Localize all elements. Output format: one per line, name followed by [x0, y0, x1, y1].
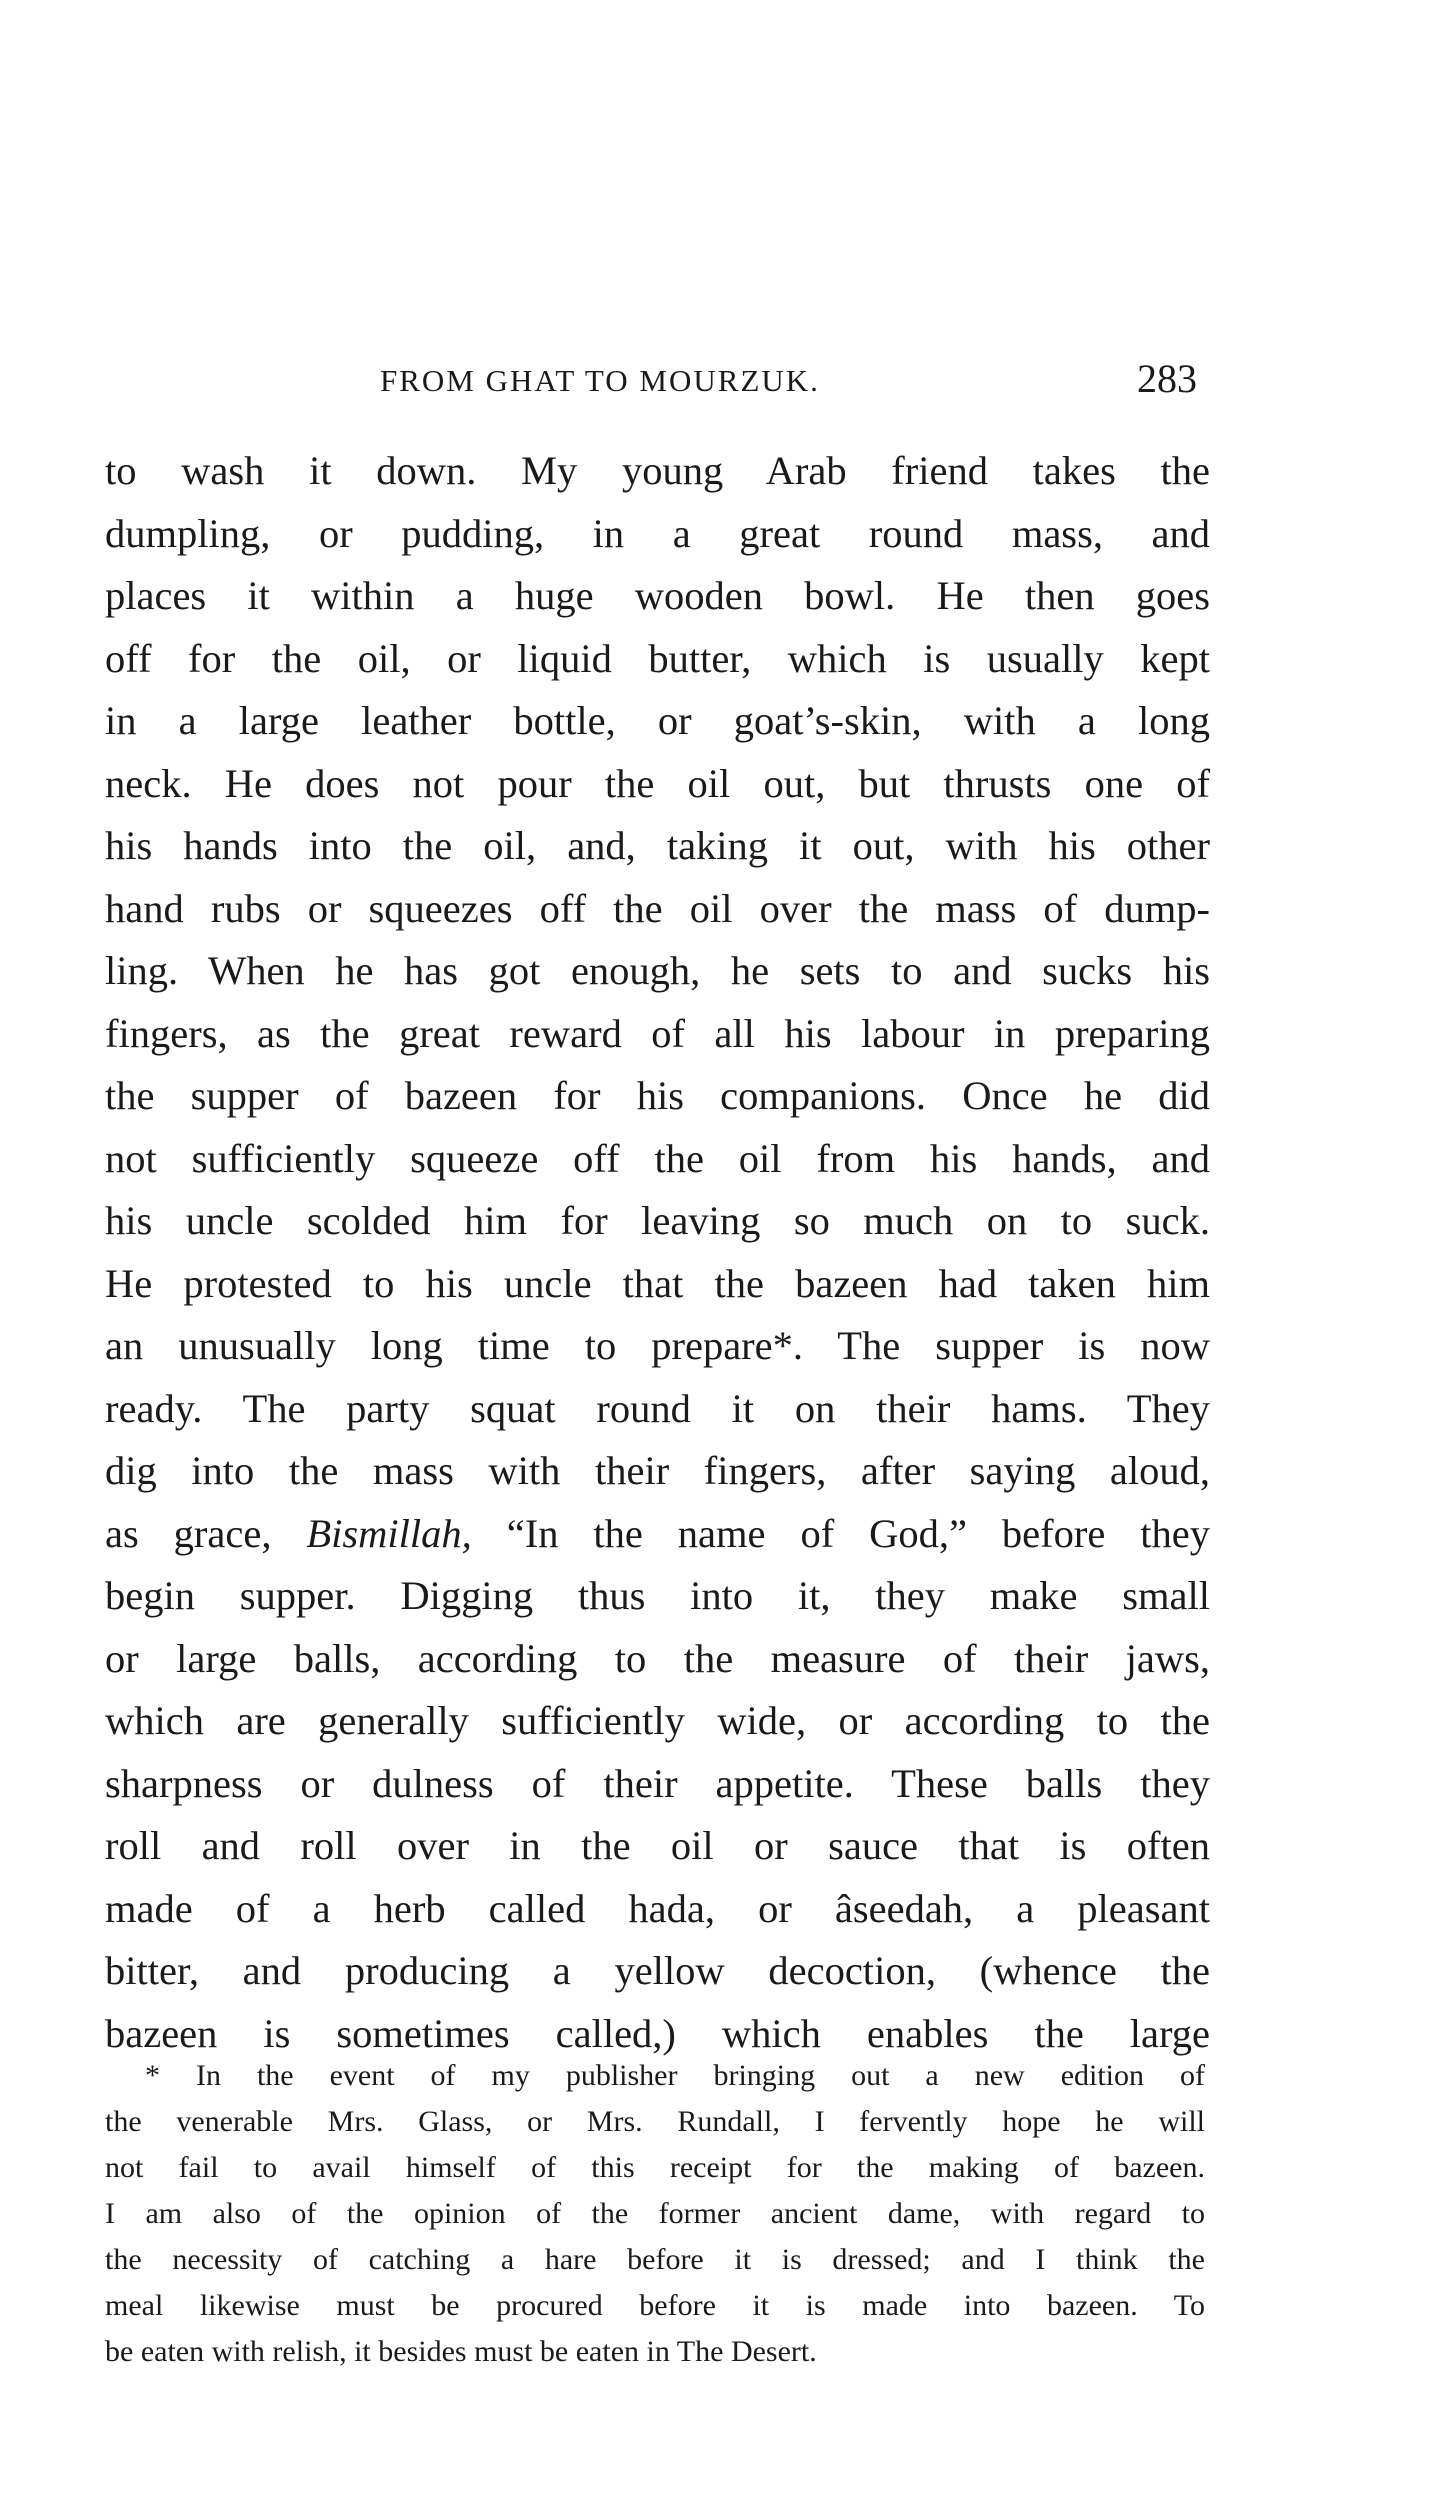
text-line: neck. He does not pour the oil out, but thrusts one of [105, 760, 1210, 806]
footnote-line: I am also of the opinion of the former ancient dame, with regard to [105, 2197, 1205, 2230]
text-line: roll and roll over in the oil or sauce that is often [105, 1823, 1210, 1868]
footnote-line: the venerable Mrs. Glass, or Mrs. Rundall, I fervently hope he will [105, 2105, 1205, 2138]
text-line: hand rubs or squeezes off the oil over the mass of dump- [105, 885, 1210, 931]
footnote-line: * In the event of my publisher bringing out a new edition of [145, 2059, 1205, 2092]
page-number: 283 [1137, 356, 1197, 401]
text-line: ready. The party squat round it on their hams. They [105, 1385, 1210, 1431]
text-line: dig into the mass with their fingers, after saying aloud, [105, 1448, 1210, 1493]
text-line: off for the oil, or liquid butter, which is usually kept [105, 635, 1210, 681]
text-line: to wash it down. My young Arab friend takes the [105, 448, 1210, 493]
page-header [100, 355, 1205, 415]
text-segment: “In the name of God,” before they [471, 1510, 1210, 1556]
text-line: an unusually long time to prepare*. The supper is now [105, 1323, 1210, 1368]
text-line: which are generally sufficiently wide, or according to the [105, 1698, 1210, 1743]
footnote-line: be eaten with relish, it besides must be eaten in The Desert. [105, 2335, 817, 2368]
text-line: sharpness or dulness of their appetite. These balls they [105, 1760, 1210, 1806]
footnote-line: the necessity of catching a hare before it is dressed; and I think the [105, 2243, 1205, 2276]
text-line: in a large leather bottle, or goat’s-skin, with a long [105, 698, 1210, 743]
text-line: fingers, as the great reward of all his labour in preparing [105, 1010, 1210, 1056]
italic-word-bismillah: Bismillah, [306, 1510, 472, 1556]
text-line: made of a herb called hada, or âseedah, a pleasant [105, 1885, 1210, 1931]
text-line: ling. When he has got enough, he sets to and sucks his [105, 948, 1210, 993]
footnote [105, 2053, 1205, 2375]
text-line: his hands into the oil, and, taking it out, with his other [105, 823, 1210, 868]
text-line: bitter, and producing a yellow decoction, (whence the [105, 1948, 1210, 1993]
text-line: bazeen is sometimes called,) which enables the large [105, 2010, 1210, 2056]
text-line: He protested to his uncle that the bazeen had taken him [105, 1260, 1210, 1306]
text-line: his uncle scolded him for leaving so much on to suck. [105, 1198, 1210, 1243]
text-line: or large balls, according to the measure of their jaws, [105, 1635, 1210, 1681]
text-line-with-italic [105, 1503, 1210, 1566]
body-text [105, 440, 1210, 2065]
running-head: FROM GHAT TO MOURZUK. [380, 363, 820, 398]
footnote-line: meal likewise must be procured before it is made into bazeen. To [105, 2289, 1205, 2322]
text-segment: as grace, [105, 1510, 307, 1556]
text-line: not sufficiently squeeze off the oil from his hands, and [105, 1135, 1210, 1181]
text-line: the supper of bazeen for his companions. Once he did [105, 1073, 1210, 1118]
footnote-line: not fail to avail himself of this receipt for the making of bazeen. [105, 2151, 1205, 2184]
text-line: places it within a huge wooden bowl. He then goes [105, 573, 1210, 618]
text-line: dumpling, or pudding, in a great round mass, and [105, 510, 1210, 556]
text-line: begin supper. Digging thus into it, they make small [105, 1573, 1210, 1618]
